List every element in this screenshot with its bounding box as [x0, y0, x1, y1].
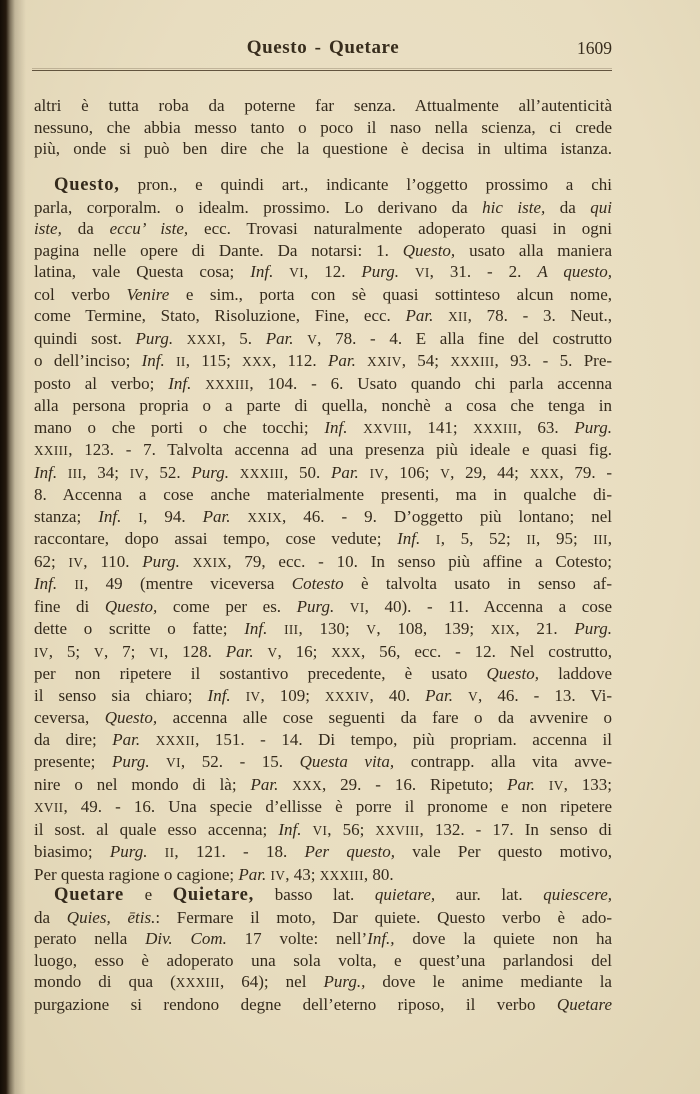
text-run: IV: [369, 465, 385, 481]
text-run: Quetare: [556, 994, 612, 1014]
text-run: altri è tutta roba da poterne far senza. Attualmente all’autenticità: [34, 96, 612, 115]
text-run: Par.: [330, 462, 359, 482]
text-run: alla persona propria o a parte di quella, nonchè a cosa che tenga in: [34, 396, 612, 415]
page-number: 1609: [577, 38, 612, 58]
text-run: laddove: [538, 664, 612, 683]
text-run: Purg.: [191, 462, 230, 482]
text-run: III: [593, 532, 608, 547]
text-run: [165, 351, 176, 370]
text-run: Quetare: [54, 885, 124, 905]
entry-questo: [34, 174, 612, 886]
text-run: XXXIII: [473, 420, 518, 436]
text-run: [254, 642, 268, 661]
text-run: ,: [607, 529, 612, 548]
text-line: [34, 729, 612, 752]
text-run: , 49 (mentre viceversa: [84, 574, 292, 593]
text-run: stanza;: [34, 506, 99, 526]
text-line: [34, 350, 612, 373]
text-run: II: [526, 532, 537, 547]
text-line: [34, 138, 612, 160]
text-run: Cotesto: [291, 574, 344, 593]
text-run: mondo di qua (: [34, 972, 176, 991]
text-run: V: [440, 465, 451, 481]
text-run: XXVIII: [375, 822, 420, 838]
text-run: , 5.: [221, 328, 266, 348]
text-line: [34, 751, 612, 774]
text-run: IV: [129, 465, 145, 481]
text-run: Questo,: [54, 175, 120, 195]
text-run: da: [545, 197, 591, 217]
text-run: Par.: [202, 506, 231, 526]
text-run: , 104. - 6. Usato quando chi parla accenna: [249, 373, 613, 393]
text-line: [34, 218, 612, 240]
text-line: [34, 551, 612, 574]
text-run: , 49. - 16. Una specie d’ellisse è porre il pronome e non ripetere: [63, 797, 612, 816]
text-run: quiescere,: [543, 885, 612, 904]
text-line: [34, 707, 612, 729]
text-run: Par.: [425, 685, 454, 705]
text-run: accenna alle cose seguenti da fare o da avvenire o: [157, 708, 612, 727]
text-line: [34, 685, 612, 708]
text-run: Questo,: [104, 596, 158, 616]
text-run: Inf.: [278, 819, 302, 839]
text-run: Inf.: [34, 574, 58, 593]
text-run: [420, 529, 436, 548]
text-run: , 46. - 13. Vi-: [478, 685, 613, 705]
text-run: , 109;: [260, 685, 326, 705]
text-run: biasimo;: [34, 842, 110, 861]
text-run: dette o scritte o fatte;: [34, 619, 245, 638]
text-run: presente;: [34, 752, 112, 771]
text-run: , 29, 44;: [450, 462, 530, 482]
text-run: Inf.: [324, 417, 348, 437]
text-line: [34, 819, 612, 842]
text-run: Inf.: [34, 462, 58, 482]
text-run: , 46. - 9. D’oggetto più lontano; nel: [282, 506, 613, 526]
text-run: mano o che porti o che tocchi;: [34, 417, 325, 437]
text-run: V: [94, 644, 104, 660]
text-run: Par.: [405, 306, 434, 325]
text-run: usato alla maniera: [455, 240, 612, 260]
text-run: Purg.: [361, 262, 400, 281]
text-run: [147, 842, 164, 861]
text-run: , 95;: [536, 529, 594, 548]
text-line: [34, 928, 612, 950]
text-run: aur. lat.: [435, 885, 544, 904]
text-run: , 112.: [271, 351, 328, 370]
text-line: [34, 907, 612, 929]
text-run: , 12.: [304, 262, 362, 281]
text-line: [34, 117, 612, 139]
text-run: Purg.: [296, 596, 335, 616]
text-run: dove le anime mediante la: [365, 972, 612, 991]
text-run: III: [67, 465, 83, 481]
text-run: XXXIII: [205, 376, 250, 392]
text-run: Par.: [250, 774, 279, 794]
text-run: Par.: [112, 729, 141, 749]
text-line: [34, 305, 612, 328]
text-run: per non ripetere il sostantivo precedente, è usato: [34, 664, 487, 683]
text-line: [34, 864, 612, 887]
text-run: , 5, 52;: [440, 529, 527, 548]
text-run: IV: [548, 777, 564, 793]
text-run: dove la quiete non ha: [394, 929, 612, 948]
text-run: Purg.: [109, 842, 148, 861]
text-run: , 108, 139;: [376, 619, 491, 638]
text-run: [301, 820, 312, 839]
text-run: XXIX: [247, 509, 283, 525]
text-run: [121, 507, 138, 526]
text-line: [34, 841, 612, 864]
text-run: , 78. - 4. E alla fine del costrutto: [317, 328, 613, 348]
text-run: XXXII: [155, 732, 196, 748]
text-run: , 50.: [283, 462, 331, 482]
text-run: iste,: [34, 219, 62, 238]
text-run: , 130;: [298, 619, 367, 638]
paragraph-continuation: [34, 95, 612, 160]
text-run: Questo,: [104, 708, 158, 727]
text-run: Per questo,: [304, 842, 395, 861]
text-line: [34, 240, 612, 262]
text-run: [267, 619, 284, 638]
text-run: basso lat.: [254, 885, 375, 904]
text-run: , 151. - 14. Di tempo, più propriam. accenna il: [195, 729, 613, 749]
text-line: [34, 439, 612, 462]
text-run: XXX: [292, 777, 323, 793]
text-line: [34, 328, 612, 351]
text-line: [34, 174, 612, 197]
text-run: Quietare,: [172, 885, 255, 905]
text-run: più, onde si può ben dire che la questione è decisa in ultima istanza.: [34, 139, 612, 158]
text-line: [34, 417, 612, 440]
text-run: [231, 686, 246, 705]
text-run: [359, 463, 370, 482]
text-run: Inf.: [244, 619, 268, 638]
text-line: [34, 663, 612, 685]
text-run: Div. Com.: [145, 929, 227, 948]
text-run: latina, vale Questa cosa;: [34, 262, 251, 281]
text-run: IV: [270, 867, 286, 883]
text-run: Par.: [225, 641, 254, 661]
text-line: [34, 484, 612, 506]
text-run: Questa vita,: [299, 752, 395, 771]
text-run: IV: [68, 554, 84, 570]
text-run: eccu’ iste,: [109, 219, 189, 238]
text-run: , 78. - 3. Neut.,: [467, 306, 612, 325]
text-run: , 63.: [517, 417, 575, 437]
text-line: [34, 573, 612, 596]
text-run: , 79. -: [559, 462, 613, 482]
text-run: Par.: [507, 774, 536, 794]
text-run: XIX: [490, 622, 516, 637]
text-run: [173, 329, 187, 348]
text-run: [399, 262, 415, 281]
text-run: [433, 306, 448, 325]
text-run: , 123. - 7. Talvolta accenna ad una presenza più ideale e quasi fig.: [68, 440, 612, 459]
text-line: [34, 528, 612, 551]
text-run: , 34;: [82, 462, 130, 482]
text-run: Purg.: [574, 619, 613, 638]
text-run: , 5;: [48, 641, 94, 661]
text-line: [34, 884, 612, 907]
text-run: [229, 463, 240, 482]
text-run: , 54;: [401, 351, 451, 370]
page-header: [34, 37, 612, 61]
text-run: XVII: [34, 800, 64, 815]
text-line: [34, 994, 612, 1016]
text-run: Inf.: [250, 262, 274, 281]
text-run: III: [284, 622, 299, 637]
text-run: , 52. - 15.: [180, 752, 300, 771]
text-run: col verbo: [34, 284, 127, 304]
text-run: Purg.: [135, 328, 174, 348]
text-run: , 121. - 18.: [174, 842, 305, 861]
text-run: il sost. al quale esso accenna;: [34, 819, 279, 839]
text-run: , 80.: [363, 864, 394, 884]
text-run: XXVIII: [363, 420, 408, 436]
text-run: o dell’inciso;: [34, 351, 142, 370]
text-run: raccontare, dopo assai tempo, cose vedute;: [34, 529, 398, 548]
text-run: Purg.: [111, 752, 150, 771]
text-run: , 52.: [144, 462, 192, 482]
text-line: [34, 197, 612, 219]
text-run: da: [34, 907, 67, 927]
entry-quetare: [34, 884, 612, 1015]
text-run: [57, 463, 68, 482]
text-run: Per questa ragione o cagione;: [34, 864, 239, 884]
text-run: , 133;: [563, 774, 612, 794]
text-run: XXXIV: [325, 688, 370, 704]
text-run: XXIII: [34, 443, 69, 458]
text-run: V: [307, 331, 318, 347]
text-run: XXX: [529, 465, 560, 481]
text-line: [34, 774, 612, 797]
text-run: VI: [414, 265, 430, 280]
text-run: Questo,: [486, 664, 539, 683]
text-run: contrapp. alla vita avve-: [394, 752, 613, 771]
text-run: [294, 329, 308, 348]
text-run: [191, 374, 205, 393]
text-run: Purg.,: [323, 972, 366, 991]
text-line: [34, 261, 612, 284]
text-run: come Termine, Stato, Risoluzione, Fine, ecc.: [34, 306, 406, 325]
text-run: XXXIII: [450, 354, 495, 369]
text-line: [34, 395, 612, 417]
text-run: Quies, ētis.: [66, 907, 156, 927]
text-line: [34, 596, 612, 619]
header-rule: [32, 70, 612, 71]
text-line: [34, 971, 612, 994]
text-line: [34, 950, 612, 972]
text-run: ceversa,: [34, 708, 105, 727]
text-run: II: [176, 354, 186, 369]
text-run: da dire;: [34, 729, 113, 749]
text-line: [34, 506, 612, 529]
text-run: come per es.: [157, 596, 297, 616]
text-run: XXIX: [192, 554, 228, 570]
text-run: il senso sia chiaro;: [34, 685, 208, 705]
text-run: 17 volte: nell’: [226, 929, 368, 948]
text-run: [347, 418, 363, 437]
text-run: [334, 597, 350, 616]
text-run: , 56;: [327, 819, 376, 839]
text-run: Par.: [265, 328, 294, 348]
text-run: Questo,: [402, 240, 456, 260]
text-run: [150, 752, 167, 771]
text-run: XXXIII: [175, 975, 220, 990]
text-run: , 115;: [185, 351, 243, 370]
text-run: purgazione si rendono degne dell’eterno riposo, il verbo: [34, 994, 557, 1014]
text-run: qui: [590, 197, 612, 217]
text-run: XXX: [331, 644, 362, 660]
text-run: hic iste,: [482, 197, 546, 217]
text-run: [278, 775, 292, 794]
text-run: , 43;: [285, 864, 320, 884]
text-run: Inf.: [397, 529, 421, 548]
text-run: XXXI: [186, 331, 222, 347]
running-title: Questo - Quetare: [246, 37, 400, 58]
text-run: II: [74, 577, 85, 592]
text-run: , 29. - 16. Ripetuto;: [322, 774, 508, 794]
text-run: , 64); nel: [219, 972, 324, 991]
text-run: , 40.: [369, 685, 426, 705]
text-line: [34, 462, 612, 485]
text-run: XXXIII: [319, 867, 364, 883]
text-run: , 16;: [277, 641, 332, 661]
text-run: quindi sost.: [34, 328, 136, 348]
text-line: [34, 373, 612, 396]
text-run: , 40). - 11. Accenna a cose: [364, 596, 612, 616]
text-run: quietare,: [374, 885, 436, 904]
text-run: Inf.: [141, 351, 165, 370]
text-run: Purg.: [574, 417, 612, 437]
text-line: [34, 618, 612, 641]
text-line: [34, 796, 612, 819]
text-run: A questo,: [537, 262, 612, 281]
text-run: [356, 351, 367, 370]
text-run: XII: [448, 309, 468, 324]
text-run: , 128.: [163, 641, 226, 661]
text-run: Inf.: [98, 506, 122, 526]
text-run: Purg.: [142, 551, 180, 571]
text-run: , 93. - 5. Pre-: [494, 351, 613, 370]
text-run: nire o nel mondo di là;: [34, 774, 251, 794]
text-run: Par.: [327, 351, 356, 370]
text-line: [34, 284, 612, 306]
text-run: [273, 262, 289, 281]
text-run: Inf.,: [367, 929, 395, 948]
text-run: perato nella: [34, 929, 146, 948]
text-run: ecc. Trovasi naturalmente adoperato quasi in ogni: [188, 219, 613, 238]
text-run: V: [366, 622, 377, 637]
text-run: , 132. - 17. In senso di: [419, 819, 613, 839]
text-run: Inf.: [168, 373, 192, 393]
text-run: VI: [349, 599, 365, 615]
text-run: , 56, ecc. - 12. Nel costrutto,: [361, 641, 613, 661]
text-run: [180, 552, 193, 571]
text-run: [57, 574, 74, 593]
text-run: V: [468, 688, 479, 704]
text-run: IV: [245, 688, 261, 704]
text-run: e: [124, 885, 173, 904]
text-run: [535, 775, 549, 794]
text-run: , 21.: [515, 619, 575, 638]
text-run: 62;: [34, 551, 69, 571]
text-run: , 110.: [83, 551, 143, 571]
text-run: , 141;: [407, 417, 474, 437]
text-run: nessuno, che abbia messo tanto o poco il naso nella scienza, ci crede: [34, 117, 612, 137]
text-run: vale Per questo motivo,: [395, 842, 612, 861]
text-run: : Fermare il moto, Dar quiete. Questo verbo è ado-: [155, 907, 612, 927]
text-run: XXIV: [367, 354, 402, 369]
text-run: IV: [34, 644, 49, 660]
text-run: VI: [312, 822, 328, 838]
text-run: XXX: [242, 354, 272, 369]
text-run: parla, corporalm. o idealm. prossimo. Lo derivano da: [34, 197, 483, 217]
text-line: [34, 95, 612, 117]
text-run: fine di: [34, 596, 105, 616]
text-run: XXXIII: [239, 465, 284, 481]
text-run: [140, 730, 156, 749]
text-run: e sim., porta con sè quasi sottinteso alcun nome,: [169, 284, 612, 304]
text-run: , 94.: [143, 506, 203, 526]
text-run: VI: [149, 644, 164, 660]
text-run: VI: [289, 265, 305, 280]
text-run: I: [435, 532, 441, 547]
text-run: pron., e quindi art., indicante l’oggetto prossimo a chi: [119, 175, 612, 194]
text-run: Par.: [238, 864, 267, 884]
text-run: [230, 507, 247, 526]
text-run: , 79, ecc. - 10. In senso più affine a Cotesto;: [227, 551, 612, 571]
text-run: VI: [166, 755, 181, 770]
text-run: V: [267, 644, 278, 660]
text-line: [34, 641, 612, 664]
text-run: , 7;: [103, 641, 150, 661]
text-run: II: [164, 845, 175, 860]
text-run: , 31. - 2.: [429, 262, 538, 281]
text-run: [453, 686, 468, 705]
text-run: 8. Accenna a cose anche materialmente presenti, ma in qualche di-: [34, 485, 612, 504]
text-run: , 106;: [384, 462, 441, 482]
text-run: Inf.: [207, 685, 231, 705]
text-run: da: [61, 219, 110, 238]
text-run: I: [138, 509, 144, 525]
text-run: posto al verbo;: [34, 373, 169, 393]
text-run: è talvolta usato in senso af-: [343, 574, 613, 593]
text-run: Venire: [126, 284, 170, 304]
text-run: luogo, esso è adoperato una sola volta, e quest’una parlandosi del: [34, 950, 612, 970]
text-run: pagina nelle opere di Dante. Da notarsi: 1.: [34, 240, 403, 260]
